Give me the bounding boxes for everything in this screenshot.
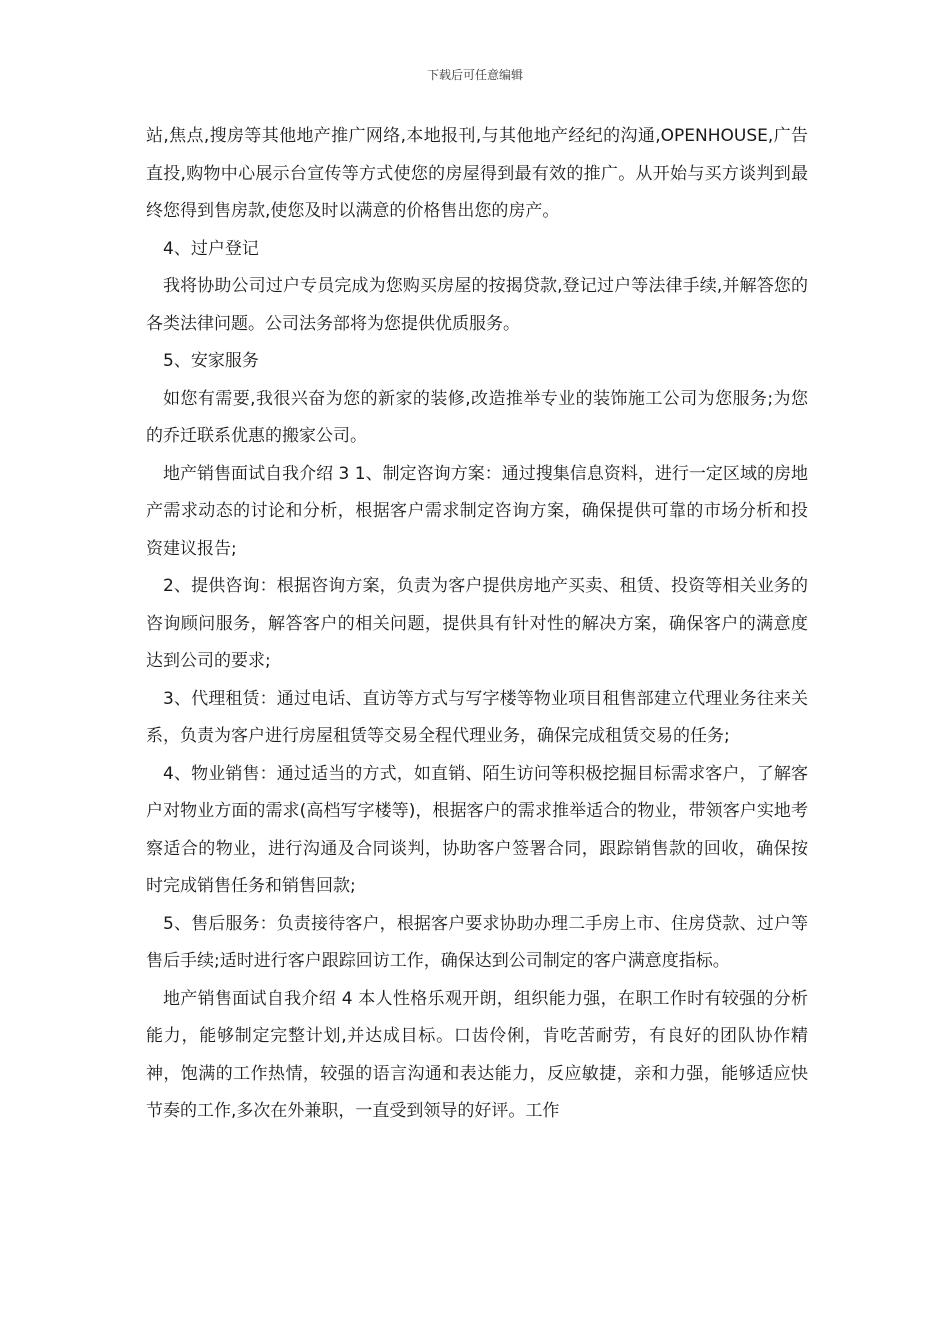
paragraph: 5、售后服务：负责接待客户，根据客户要求协助办理二手房上市、住房贷款、过户等售后手续;适时进行客户跟踪回访工作，确保达到公司制定的客户满意度指标。 [146, 913, 808, 971]
paragraph: 我将协助公司过户专员完成为您购买房屋的按揭贷款,登记过户等法律手续,并解答您的各类法律问题。公司法务部将为您提供优质服务。 [146, 276, 808, 334]
section-heading: 4、过户登记 [163, 238, 259, 259]
paragraph: 2、提供咨询：根据咨询方案，负责为客户提供房地产买卖、租赁、投资等相关业务的咨询顾问服务，解答客户的相关问题，提供具有针对性的解决方案，确保客户的满意度达到公司的要求; [146, 576, 808, 671]
paragraph: 4、物业销售：通过适当的方式，如直销、陌生访问等积极挖掘目标需求客户，了解客户对物业方面的需求(高档写字楼等)，根据客户的需求推举适合的物业，带领客户实地考察适合的物业，进行沟通及合同谈判，协助客户签署合同，跟踪销售款的回收，确保按时完成销售任务和销售回款; [146, 763, 808, 896]
paragraph: 地产销售面试自我介绍 3 1、制定咨询方案：通过搜集信息资料，进行一定区域的房地产需求动态的讨论和分析，根据客户需求制定咨询方案，确保提供可靠的市场分析和投资建议报告; [146, 463, 808, 559]
page-header: 下载后可任意编辑 [426, 68, 523, 82]
document-body [146, 118, 808, 1131]
paragraph: 站,焦点,搜房等其他地产推广网络,本地报刊,与其他地产经纪的沟通,OPENHOUSE,广告直投,购物中心展示台宣传等方式使您的房屋得到最有效的推广。从开始与买方谈判到最终您得到售房款,使您及时以满意的价格售出您的房产。 [146, 126, 808, 221]
paragraph: 如您有需要,我很兴奋为您的新家的装修,改造推举专业的装饰施工公司为您服务;为您的乔迁联系优惠的搬家公司。 [146, 388, 808, 446]
paragraph: 3、代理租赁：通过电话、直访等方式与写字楼等物业项目租售部建立代理业务往来关系，负责为客户进行房屋租赁等交易全程代理业务，确保完成租赁交易的任务; [146, 688, 808, 746]
paragraph: 地产销售面试自我介绍 4 本人性格乐观开朗，组织能力强，在职工作时有较强的分析能力，能够制定完整计划,并达成目标。口齿伶俐，肯吃苦耐劳，有良好的团队协作精神，饱满的工作热情，较强的语言沟通和表达能力，反应敏捷，亲和力强，能够适应快节奏的工作,多次在外兼职，一直受到领导的好评。工作 [146, 988, 808, 1121]
section-heading: 5、安家服务 [163, 351, 259, 371]
